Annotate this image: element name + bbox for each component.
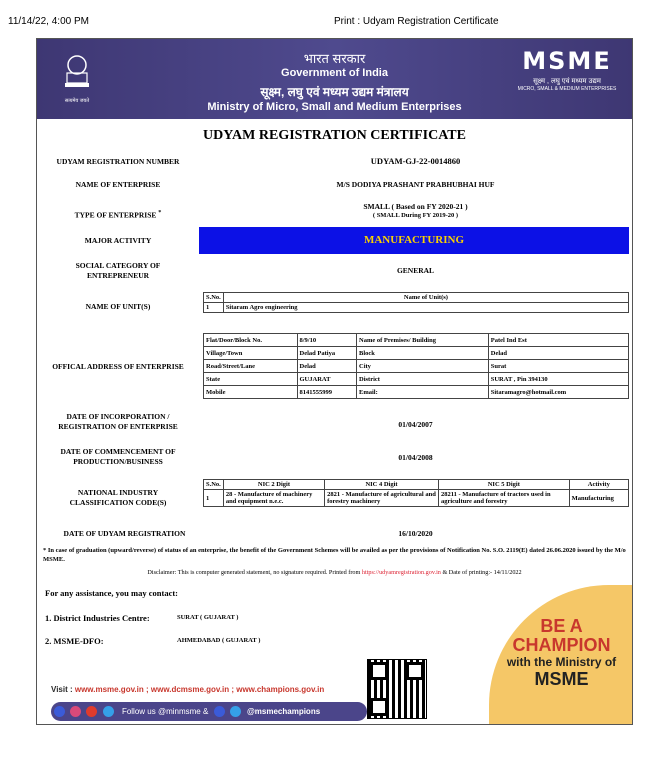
table-row [204, 293, 629, 303]
table-cell: Patel Ind Est [488, 334, 628, 347]
type-value: SMALL ( Based on FY 2020-21 ) [363, 202, 468, 211]
unit-table [203, 292, 629, 313]
table-row [204, 490, 629, 507]
table-cell: Delad [297, 360, 357, 373]
table-row [204, 480, 629, 490]
table-cell: Block [357, 347, 489, 360]
table-cell: Delad Patiya [297, 347, 357, 360]
address-label: OFFICAL ADDRESS OF ENTERPRISE [52, 362, 184, 371]
table-cell: Village/Town [204, 347, 298, 360]
table-cell: GUJARAT [297, 373, 357, 386]
msme-logo [512, 47, 622, 107]
table-row [204, 347, 629, 360]
table-cell: District [357, 373, 489, 386]
table-cell: 8141555999 [297, 386, 357, 399]
champion-line2: CHAMPION [512, 635, 611, 655]
visit-label: Visit : [51, 685, 75, 694]
table-cell: Sitaramagro@hotmail.com [488, 386, 628, 399]
website-links[interactable]: www.msme.gov.in ; www.dcmsme.gov.in ; www.champions.gov.in [74, 685, 325, 694]
dic-label: 1. District Industries Centre: [45, 613, 150, 623]
print-title: Print : Udyam Registration Certificate [334, 16, 499, 27]
reg-no-label: UDYAM REGISTRATION NUMBER [56, 157, 180, 166]
activity-value: MANUFACTURING [199, 227, 629, 254]
table-cell: 8/9/10 [297, 334, 357, 347]
msme-logo-word: MSME [522, 47, 612, 75]
champion-badge [489, 585, 633, 725]
print-datetime: 11/14/22, 4:00 PM [8, 16, 89, 27]
dfo-label: 2. MSME-DFO: [45, 636, 104, 646]
assistance-heading: For any assistance, you may contact: [45, 588, 178, 598]
disclaimer-date: & Date of printing:- 14/11/2022 [440, 569, 522, 576]
certificate-title: UDYAM REGISTRATION CERTIFICATE [203, 128, 466, 143]
hindi-gov-text: भारत सरकार [303, 51, 366, 66]
facebook-icon[interactable] [54, 706, 65, 717]
disclaimer [37, 569, 632, 576]
gov-text: Government of India [281, 67, 388, 79]
table-header: Activity [569, 480, 628, 490]
youtube-icon[interactable] [86, 706, 97, 717]
emblem-caption: सत्यमेव जयते [64, 98, 90, 104]
government-banner [37, 39, 632, 119]
unit-label: NAME OF UNIT(S) [85, 302, 151, 311]
msme-logo-english: MICRO, SMALL & MEDIUM ENTERPRISES [517, 86, 617, 92]
table-header: S.No. [204, 293, 224, 303]
table-cell: Sitaram Agro engineering [223, 303, 628, 313]
table-header: NIC 4 Digit [325, 480, 439, 490]
incorp-label: DATE OF INCORPORATION / REGISTRATION OF ENTERPRISE [58, 412, 178, 431]
table-cell: Email: [357, 386, 489, 399]
table-row [204, 334, 629, 347]
disclaimer-text: Disclaimer: This is computer generated statement, no signature required. Printed from [147, 569, 362, 576]
nic-table [203, 479, 629, 507]
twitter-icon[interactable] [103, 706, 114, 717]
social-bar [51, 702, 367, 721]
incorp-value: 01/04/2007 [398, 420, 433, 429]
enterprise-name-value: M/S DODIYA PRASHANT PRABHUBHAI HUF [336, 180, 495, 189]
visit-links [51, 685, 324, 694]
table-row [204, 303, 629, 313]
hindi-ministry-text: सूक्ष्म, लघु एवं मध्यम उद्यम मंत्रालय [260, 85, 409, 99]
table-cell: Surat [488, 360, 628, 373]
commence-value: 01/04/2008 [398, 453, 433, 462]
champions-handle: @msmechampions [247, 707, 321, 716]
table-row [204, 373, 629, 386]
social-label: SOCIAL CATEGORY OF ENTREPRENEUR [75, 261, 161, 280]
instagram-icon[interactable] [70, 706, 81, 717]
dic-value: SURAT ( GUJARAT ) [177, 614, 239, 621]
table-row [204, 386, 629, 399]
table-header: S.No. [204, 480, 224, 490]
table-cell: Road/Street/Lane [204, 360, 298, 373]
commence-label: DATE OF COMMENCEMENT OF PRODUCTION/BUSINESS [60, 447, 176, 466]
reg-no-value: UDYAM-GJ-22-0014860 [370, 156, 461, 166]
social-value: GENERAL [396, 266, 435, 275]
champion-line1: BE A [540, 616, 583, 636]
table-cell: SURAT , Pin 394130 [488, 373, 628, 386]
table-header: NIC 2 Digit [223, 480, 324, 490]
table-cell: Delad [488, 347, 628, 360]
activity-label: MAJOR ACTIVITY [84, 236, 152, 245]
certificate [36, 38, 633, 725]
table-cell: 1 [204, 490, 224, 507]
type-sub-value: ( SMALL During FY 2019-20 ) [372, 212, 459, 219]
follow-text: Follow us @minmsme & [121, 707, 209, 716]
table-row [204, 360, 629, 373]
champion-line3: with the Ministry of [506, 655, 617, 669]
table-cell: 28 - Manufacture of machinery and equipment n.e.c. [223, 490, 324, 507]
qr-code-icon [367, 659, 427, 719]
graduation-note: * In case of graduation (upward/reverse) of status of an enterprise, the benefit of the Government Schemes will be availed as per the provisions of Notification No. S.O. 2119(E) dated 26.06.2020 issued by the M/o MSME. [43, 547, 626, 563]
enterprise-name-label: NAME OF ENTERPRISE [75, 180, 161, 189]
msme-logo-hindi: सूक्ष्म , लघु एवं मध्यम उद्यम [533, 78, 601, 85]
table-header: Name of Unit(s) [223, 293, 628, 303]
browser-print-header [0, 0, 667, 28]
table-cell: 1 [204, 303, 224, 313]
dfo-value: AHMEDABAD ( GUJARAT ) [177, 637, 261, 644]
table-cell: 28211 - Manufacture of tractors used in agriculture and forestry [438, 490, 569, 507]
udyam-link[interactable]: https://udyamregistration.gov.in [361, 569, 441, 576]
twitter-icon[interactable] [230, 706, 241, 717]
table-cell: Name of Premises/ Building [357, 334, 489, 347]
table-cell: Manufacturing [569, 490, 628, 507]
facebook-icon[interactable] [214, 706, 225, 717]
ministry-text: Ministry of Micro, Small and Medium Enterprises [207, 101, 462, 113]
udyam-date-label: DATE OF UDYAM REGISTRATION [63, 529, 186, 538]
table-cell: Mobile [204, 386, 298, 399]
udyam-date-value: 16/10/2020 [398, 529, 433, 538]
table-cell: State [204, 373, 298, 386]
type-label: TYPE OF ENTERPRISE * [74, 209, 162, 220]
table-cell: 2821 - Manufacture of agricultural and forestry machinery [325, 490, 439, 507]
table-header: NIC 5 Digit [438, 480, 569, 490]
nic-label: NATIONAL INDUSTRY CLASSIFICATION CODE(S) [69, 488, 167, 507]
champion-line4: MSME [534, 669, 589, 689]
table-cell: Flat/Door/Block No. [204, 334, 298, 347]
address-table [203, 333, 629, 399]
table-cell: City [357, 360, 489, 373]
